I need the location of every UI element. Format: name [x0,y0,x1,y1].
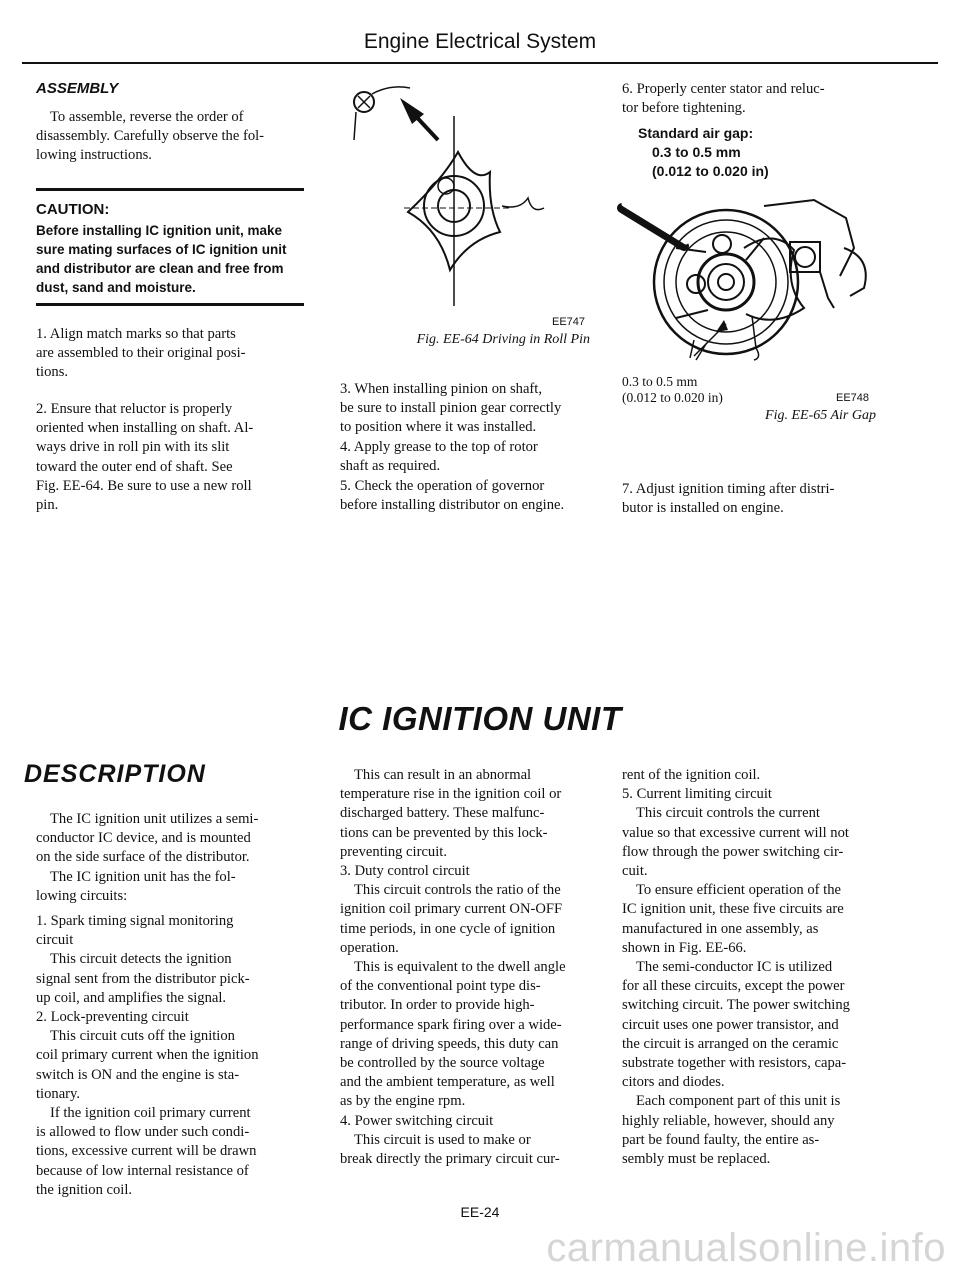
desc-line: This circuit cuts off the ignition [50,1028,235,1045]
gap-in: (0.012 to 0.020 in) [652,163,769,179]
desc-line: citors and diodes. [622,1074,725,1091]
step-line: butor is installed on engine. [622,500,784,517]
desc-line: circuit [36,932,74,949]
desc-line: substrate together with resistors, capa- [622,1055,847,1072]
desc-line: part be found faulty, the entire as- [622,1131,820,1148]
desc-line: 2. Lock-preventing circuit [36,1009,189,1026]
desc-line: coil primary current when the ignition [36,1047,259,1064]
step-7 [622,480,884,518]
step-line: pin. [36,497,59,514]
step-line: ways drive in roll pin with its slit [36,439,230,456]
step-line: be sure to install pinion gear correctly [340,400,562,417]
caution-box [36,200,308,297]
desc-line: 3. Duty control circuit [340,863,470,880]
fig65-label-mm: 0.3 to 0.5 mm [622,374,698,389]
caution-line: dust, sand and moisture. [36,280,196,295]
desc-line: switch is ON and the engine is sta- [36,1066,240,1083]
desc-line: for all these circuits, except the power [622,978,845,995]
step-line: before installing distributor on engine. [340,497,565,514]
fig65-caption: Fig. EE-65 Air Gap [765,408,876,423]
step-1 [36,325,308,383]
desc-line: shown in Fig. EE-66. [622,939,747,956]
roll-pin-figure [350,80,590,320]
desc-line: the circuit is arranged on the ceramic [622,1035,839,1052]
step-3 [340,380,602,438]
step-line: 5. Check the operation of governor [340,478,545,494]
desc-line: manufactured in one assembly, as [622,920,819,937]
fig64-code: EE747 [552,316,586,328]
desc-line: This circuit is used to make or [354,1131,531,1148]
page-number: EE-24 [460,1204,500,1220]
gap-mm: 0.3 to 0.5 mm [652,144,741,160]
desc-line: The IC ignition unit utilizes a semi- [50,811,259,827]
step-line: 1. Align match marks so that parts [36,326,236,342]
intro-line: lowing instructions. [36,147,152,164]
desc-line: operation. [340,939,399,956]
desc-line: 1. Spark timing signal monitoring [36,913,234,930]
desc-line: discharged battery. These malfunc- [340,805,545,822]
desc-line: and the ambient temperature, as well [340,1074,555,1091]
desc-line: temperature rise in the ignition coil or [340,786,562,803]
step-line: shaft as required. [340,458,441,475]
intro-line: disassembly. Carefully observe the fol- [36,128,265,145]
desc-line: flow through the power switching cir- [622,843,844,860]
desc-line: be controlled by the source voltage [340,1055,545,1072]
description-col2 [340,766,602,1169]
desc-line: value so that excessive current will not [622,824,849,841]
desc-line: circuit uses one power transistor, and [622,1016,839,1033]
step-line: 2. Ensure that reluctor is properly [36,401,233,417]
assembly-heading: ASSEMBLY [36,80,119,97]
step-2 [36,400,308,515]
desc-line: The IC ignition unit has the fol- [50,868,236,885]
desc-line: tions, excessive current will be drawn [36,1143,257,1160]
desc-line: sembly must be replaced. [622,1151,771,1168]
desc-line: This circuit controls the ratio of the [354,882,561,899]
desc-line: ignition coil primary current ON-OFF [340,901,563,918]
fig65-code: EE748 [836,392,870,404]
step-line: 3. When installing pinion on shaft, [340,381,542,397]
desc-line: rent of the ignition coil. [622,767,761,783]
desc-line: of the conventional point type dis- [340,978,541,995]
desc-line: lowing circuits: [36,887,128,904]
desc-line: 5. Current limiting circuit [622,786,772,803]
desc-line: as by the engine rpm. [340,1093,466,1110]
fig65-label-in: (0.012 to 0.020 in) [622,390,723,405]
step-line: tor before tightening. [622,100,746,117]
desc-line: 4. Power switching circuit [340,1112,494,1129]
desc-line: tributor. In order to provide high- [340,997,535,1014]
desc-line: because of low internal resistance of [36,1162,249,1179]
step-line: are assembled to their original posi- [36,345,246,362]
desc-line: signal sent from the distributor pick- [36,970,250,987]
desc-line: This is equivalent to the dwell angle [354,959,566,976]
desc-line: switching circuit. The power switching [622,997,850,1014]
description-col1 [36,810,308,1200]
desc-line: IC ignition unit, these five circuits are [622,901,844,918]
step-line: 6. Properly center stator and reluc- [622,81,825,97]
assembly-intro [36,108,306,166]
step-line: 4. Apply grease to the top of rotor [340,439,538,455]
desc-line: The semi-conductor IC is utilized [636,959,833,976]
step-line: 7. Adjust ignition timing after distri- [622,481,835,497]
caution-line: Before installing IC ignition unit, make [36,223,283,238]
air-gap-figure [614,188,884,378]
desc-line: To ensure efficient operation of the [636,882,841,899]
desc-line: the ignition coil. [36,1181,133,1198]
caution-bottom-rule [36,303,304,306]
step-line: toward the outer end of shaft. See [36,458,233,475]
watermark: carmanualsonline.info [546,1226,946,1270]
description-heading: DESCRIPTION [24,760,206,788]
fig65-gap-label [622,374,723,406]
intro-line: To assemble, reverse the order of [50,109,244,125]
desc-line: is allowed to flow under such condi- [36,1124,250,1141]
desc-line: on the side surface of the distributor. [36,849,250,866]
page-header: Engine Electrical System [363,30,597,53]
step-line: oriented when installing on shaft. Al- [36,420,254,437]
desc-line: range of driving speeds, this duty can [340,1035,559,1052]
step-line: tions. [36,364,69,381]
desc-line: highly reliable, however, should any [622,1112,835,1129]
section-title: IC IGNITION UNIT [338,700,622,737]
desc-line: This circuit controls the current [636,805,820,822]
desc-line: This can result in an abnormal [354,767,532,783]
caution-line: sure mating surfaces of IC ignition unit [36,242,287,257]
description-col3 [622,766,884,1169]
caution-line: and distributor are clean and free from [36,261,284,276]
desc-line: time periods, in one cycle of ignition [340,920,556,937]
caution-title: CAUTION: [36,201,110,218]
fig64-caption: Fig. EE-64 Driving in Roll Pin [416,332,590,347]
desc-line: break directly the primary circuit cur- [340,1151,560,1168]
gap-label: Standard air gap: [638,125,754,141]
standard-air-gap [638,124,769,181]
desc-line: tions can be prevented by this lock- [340,824,548,841]
caution-top-rule [36,188,304,191]
step-line: Fig. EE-64. Be sure to use a new roll [36,477,252,494]
desc-line: tionary. [36,1085,81,1102]
step-line: to position where it was installed. [340,419,537,436]
desc-line: This circuit detects the ignition [50,951,232,968]
desc-line: conductor IC device, and is mounted [36,830,251,847]
desc-line: cuit. [622,863,648,880]
desc-line: up coil, and amplifies the signal. [36,989,227,1006]
header-rule [22,62,938,64]
desc-line: performance spark firing over a wide- [340,1016,562,1033]
desc-line: preventing circuit. [340,843,447,860]
desc-line: Each component part of this unit is [636,1093,841,1110]
desc-line: If the ignition coil primary current [50,1105,251,1122]
step-6 [622,80,884,118]
step-5 [340,477,602,515]
step-4 [340,438,602,476]
